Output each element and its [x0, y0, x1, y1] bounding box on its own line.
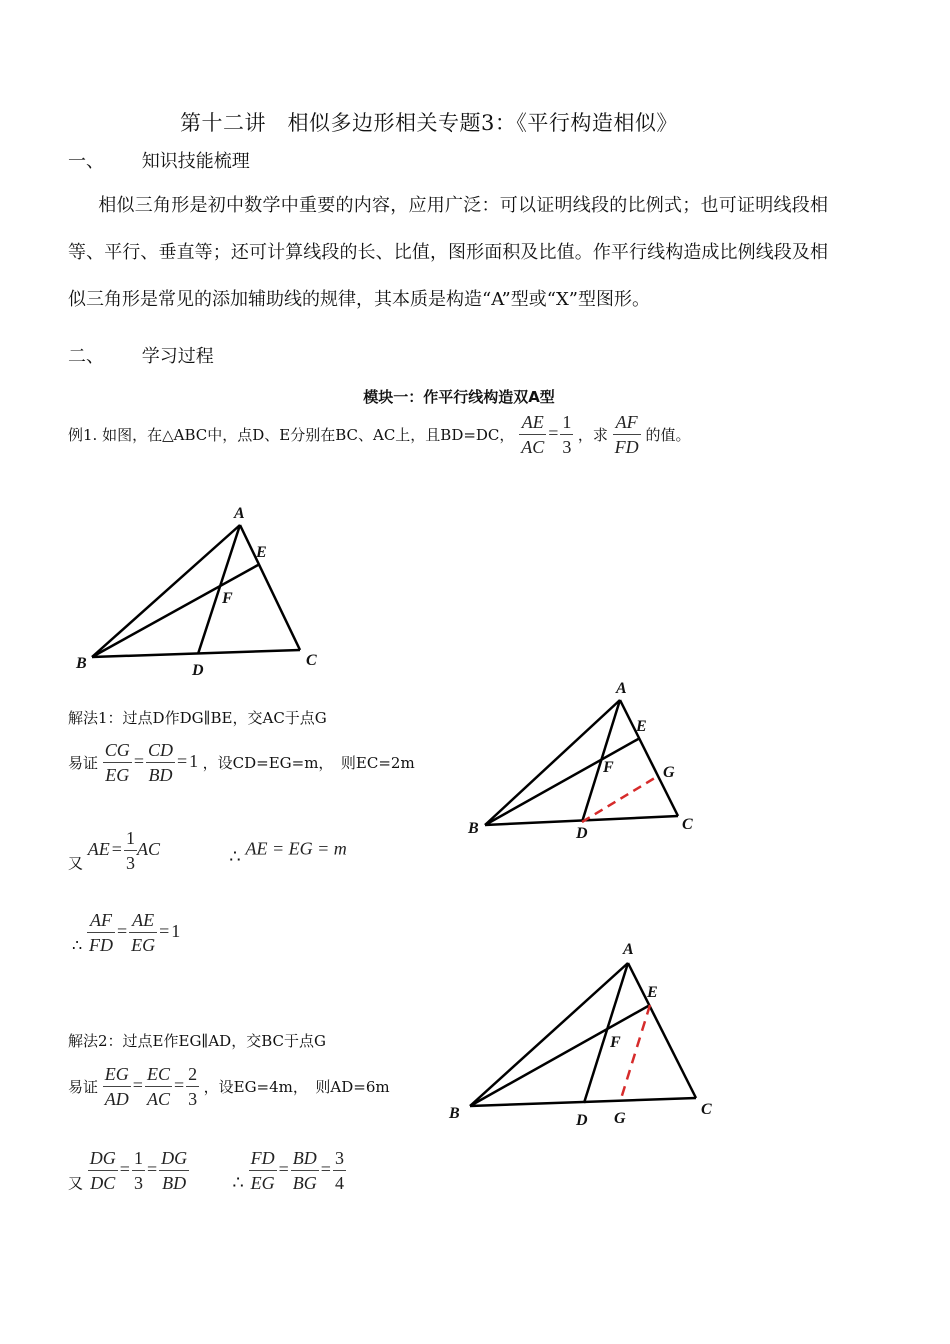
section-label: 知识技能梳理: [141, 151, 250, 172]
example-sep: ，求: [577, 426, 608, 445]
section-number: 二、: [68, 346, 104, 367]
solution-2-again: 又 $\frac{DG}{DC}$ = $\frac{1}{3}$ = $\frac{DG}{BD}$ ∴ $\frac{FD}{EG}$ = $\frac{BD}{BG}$ = $\frac{3}{4}$: [68, 1148, 344, 1194]
figure-triangle-1: [60, 495, 340, 685]
label-d: D: [576, 825, 588, 842]
solution-1-easy: 易证 $\frac{CG}{EG}$ = $\frac{CD}{BD}$ = 1 ，设CD=EG=m， 则EC=2m: [68, 740, 415, 785]
label-b: B: [468, 820, 479, 837]
example-1: 例1. 如图，在△ABC中，点D、E分别在BC、AC上，且BD=DC， $\frac{AE}{AC}$ = $\frac{1}{3}$ ，求 $\frac{AF}{FD}$ 的值。: [68, 412, 691, 457]
section-process: [68, 342, 214, 368]
section-label: 学习过程: [141, 346, 214, 367]
module-title: 模块一：作平行线构造双A型: [363, 388, 555, 406]
label-d: D: [192, 662, 204, 679]
label-a: A: [234, 505, 245, 522]
label-f: F: [610, 1034, 621, 1051]
example-prefix: 例1. 如图，在△ABC中，点D、E分别在BC、AC上，且BD=DC，: [68, 426, 515, 445]
solution-1-final: ∴ $\frac{AF}{FD}$ = $\frac{AE}{EG}$ = 1: [72, 910, 181, 955]
label-a: A: [616, 680, 627, 697]
label-e: E: [636, 718, 647, 735]
label-g: G: [614, 1110, 626, 1127]
solution-1-heading: 解法1：过点D作DG∥BE，交AC于点G: [68, 709, 327, 727]
solution-2-heading: 解法2：过点E作EG∥AD，交BC于点G: [68, 1032, 326, 1050]
fraction-ae-ac: $\frac{AE}{AC}$: [521, 412, 545, 457]
label-b: B: [449, 1105, 460, 1122]
figure-triangle-2: [460, 675, 720, 845]
label-g: G: [663, 764, 675, 781]
label-f: F: [222, 590, 233, 607]
page-title: 第十二讲 相似多边形相关专题3：《平行构造相似》: [180, 111, 678, 135]
label-e: E: [256, 544, 267, 561]
label-f: F: [603, 759, 614, 776]
label-b: B: [76, 655, 87, 672]
label-e: E: [647, 984, 658, 1001]
label-d: D: [576, 1112, 588, 1129]
section-number: 一、: [68, 151, 104, 172]
fraction-one-third: $\frac{1}{3}$: [562, 412, 572, 457]
section-knowledge: [68, 147, 250, 173]
figure-triangle-3: [440, 935, 730, 1135]
intro-text: 相似三角形是初中数学中重要的内容，应用广泛：可以证明线段的比例式；也可证明线段相等、平行、垂直等；还可计算线段的长、比值，图形面积及比值。作平行线构造成比例线段及相似三角形是常见的添加辅助线的规律，其本质是构造“A”型或“X”型图形。: [68, 195, 828, 310]
label-a: A: [623, 941, 634, 958]
label-c: C: [701, 1101, 712, 1118]
label-c: C: [306, 652, 317, 669]
solution-2-easy: 易证 $\frac{EG}{AD}$ = $\frac{EC}{AC}$ = $\frac{2}{3}$ ，设EG=4m， 则AD=6m: [68, 1064, 390, 1109]
solution-1-again: 又 AE = $\frac{1}{3}$ AC ∴ AE = EG = m: [68, 828, 347, 873]
label-c: C: [682, 816, 693, 833]
intro-paragraph: [68, 182, 828, 323]
example-suffix: 的值。: [645, 426, 691, 445]
fraction-af-fd: $\frac{AF}{FD}$: [614, 412, 639, 457]
